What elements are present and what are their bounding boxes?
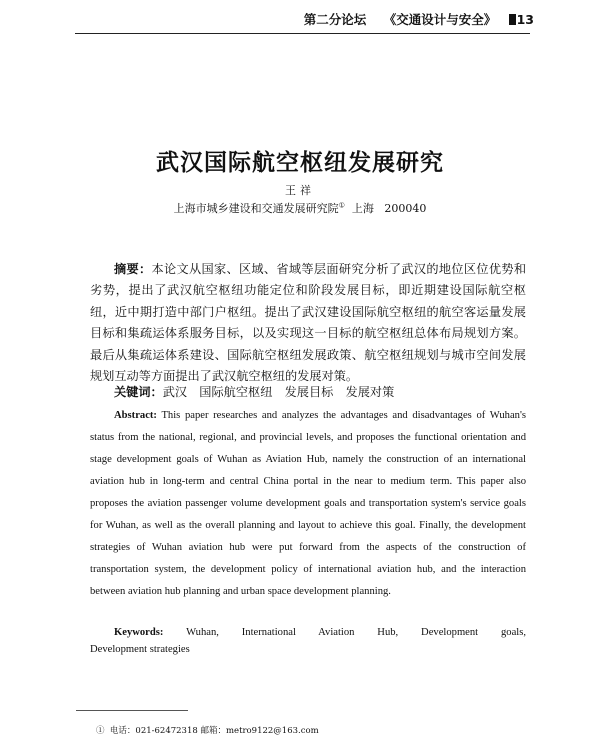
keywords-label-cn: 关键词： (114, 385, 163, 399)
paper-title: 武汉国际航空枢纽发展研究 (156, 150, 444, 176)
abstract-label-en: Abstract: (114, 410, 157, 421)
keywords-label-en: Keywords: (114, 627, 164, 638)
header-rule (75, 33, 530, 34)
abstract-english (90, 405, 526, 603)
keywords-chinese (114, 383, 394, 400)
footnote-mark: ① (338, 201, 345, 210)
footnote-text: 电话：021-62472318 邮箱：metro9122@163.com (109, 726, 319, 736)
author: 王祥 (285, 184, 315, 197)
footnote-mark: ① (96, 726, 105, 736)
keywords-text-en-1: Wuhan, International Aviation Hub, Development goals, (186, 627, 526, 638)
keywords-english-continued: Development strategies (90, 644, 190, 655)
footnote-rule (76, 710, 188, 711)
abstract-text-cn: 本论文从国家、区域、省域等层面研究分析了武汉的地位区位优势和劣势，提出了武汉航空枢纽功能定位和阶段发展目标，即近期建设国际航空枢纽，近中期打造中部门户枢纽。提出了武汉建设国际航空枢纽的航空客运量发展目标和集疏运体系服务目标，以及实现这一目标的航空枢纽总体布局规划方案。最后从集疏运体系建设、国际航空枢纽发展政策、航空枢纽规划与城市空间发展规划互动等方面提出了武汉航空枢纽的发展对策。 (90, 262, 527, 384)
abstract-text-en: This paper researches and analyzes the advantages and disadvantages of Wuhan's status from the national, regional, and provincial levels, and proposes the functional orientation and stage development goals of Wuhan as Aviation Hub, namely the construction of an international aviation hub in long-term and central China portal in the near to medium term. This paper also proposes the aviation passenger volume development goals and transportation system's service goals for Wuhan, as well as the overall planning and layout to achieve this goal. Finally, the development strategies of Wuhan aviation hub were put forward from the aspects of the construction of transportation system, the development policy of international aviation hub, and the interaction between aviation hub planning and urban space development planning. (90, 410, 526, 597)
footnote (96, 724, 319, 736)
keywords-english (90, 622, 526, 644)
institute: 上海市城乡建设和交通发展研究院 (173, 202, 339, 215)
journal-name: 《交通设计与安全》 (383, 12, 497, 27)
abstract-chinese (90, 259, 526, 387)
keywords-text-cn: 武汉 国际航空枢纽 发展目标 发展对策 (162, 385, 395, 399)
page-number: 13 (516, 12, 534, 27)
page-marker-icon (509, 14, 516, 25)
postcode: 200040 (384, 202, 427, 215)
city: 上海 (351, 202, 374, 215)
running-header (300, 10, 534, 28)
abstract-label-cn: 摘要： (114, 262, 152, 276)
affiliation (0, 200, 600, 216)
section-name: 第二分论坛 (303, 12, 367, 27)
